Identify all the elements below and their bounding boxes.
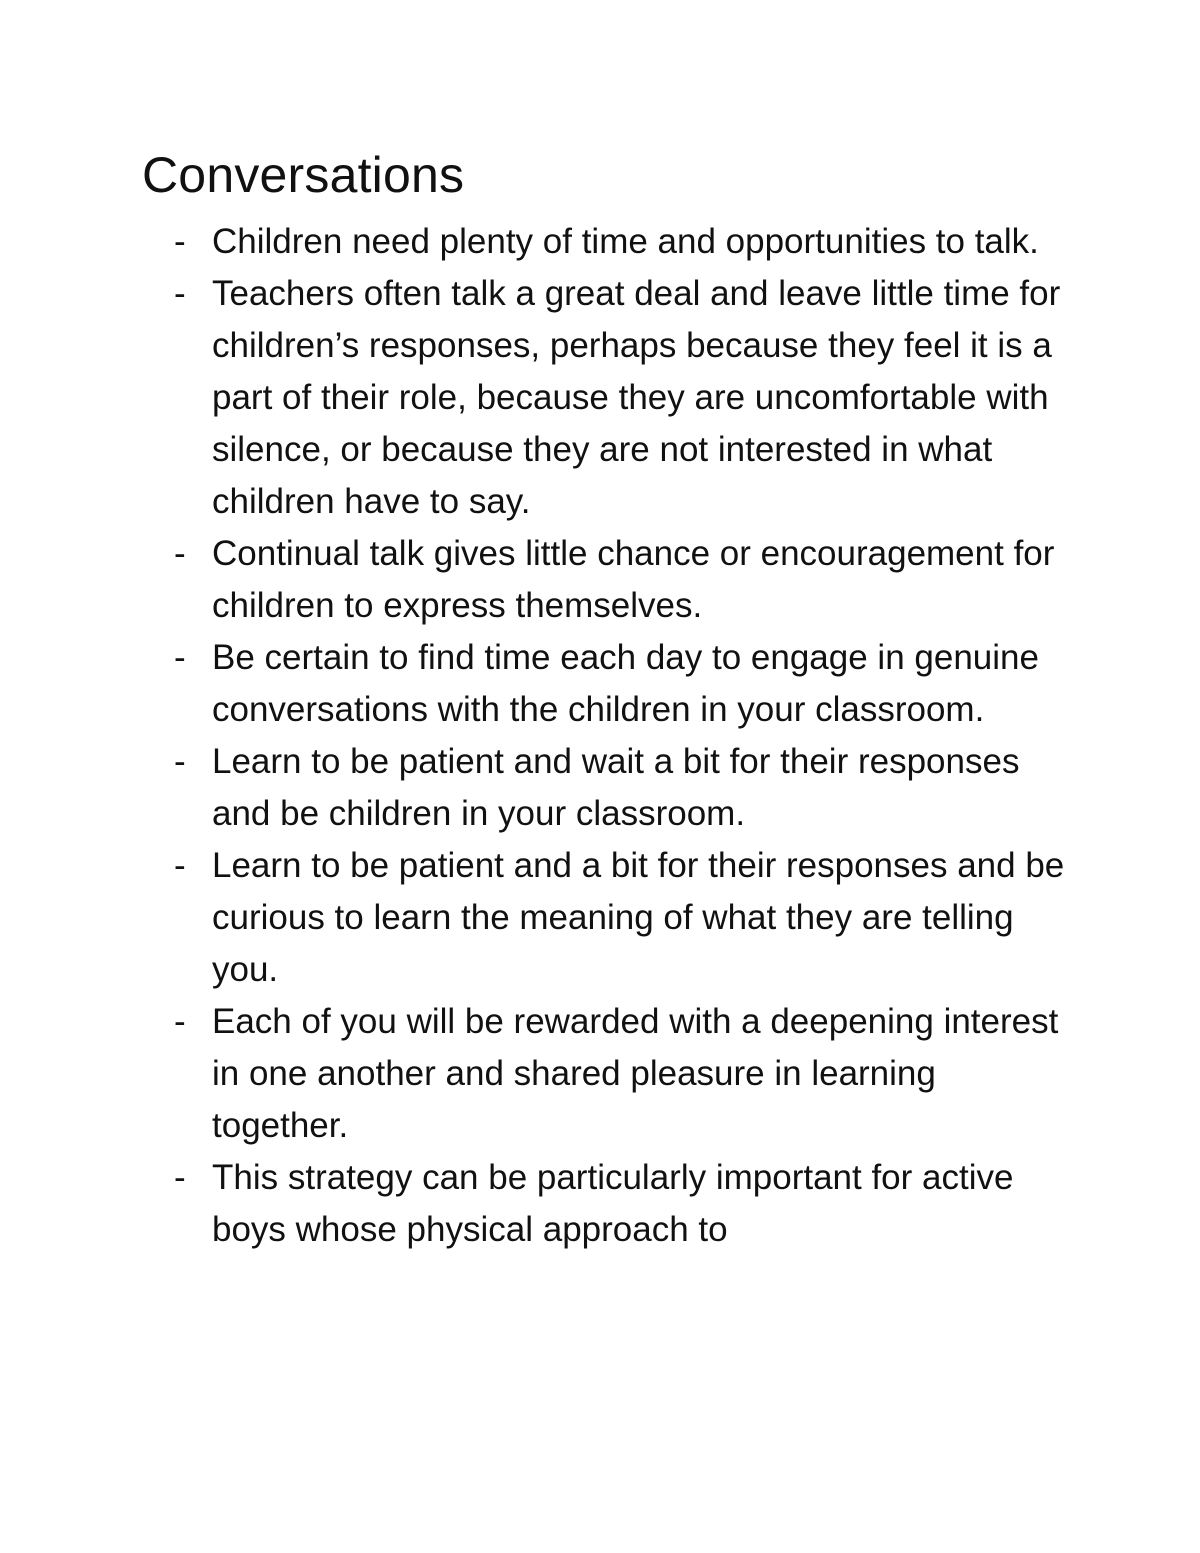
list-item: [172, 840, 1072, 996]
bullet-marker: -: [174, 534, 186, 573]
bullet-text: Each of you will be rewarded with a deepening interest in one another and shared pleasure in learning together.: [212, 1002, 1059, 1145]
list-item: [172, 216, 1072, 268]
page-title: Conversations: [142, 147, 465, 203]
list-item: [172, 632, 1072, 736]
bullet-text: Learn to be patient and wait a bit for their responses and be children in your classroom.: [212, 742, 1020, 833]
list-item: [172, 996, 1072, 1152]
bullet-text: Learn to be patient and a bit for their responses and be curious to learn the meaning of what they are telling you.: [212, 846, 1065, 989]
bullet-marker: -: [174, 1002, 186, 1041]
bullet-marker: -: [174, 1158, 186, 1197]
list-item: [172, 528, 1072, 632]
bullet-text: Continual talk gives little chance or encouragement for children to express themselves.: [212, 534, 1055, 625]
list-item: [172, 736, 1072, 840]
bullet-list: [172, 216, 1072, 1256]
bullet-marker: -: [174, 222, 186, 261]
bullet-text: Children need plenty of time and opportunities to talk.: [212, 222, 1039, 261]
bullet-text: Teachers often talk a great deal and leave little time for children’s responses, perhaps because they feel it is a part of their role, because they are uncomfortable with silence, or because they are not interested in what children have to say.: [212, 274, 1061, 521]
bullet-marker: -: [174, 846, 186, 885]
bullet-marker: -: [174, 274, 186, 313]
list-item: [172, 268, 1072, 528]
bullet-marker: -: [174, 638, 186, 677]
list-item: [172, 1152, 1072, 1256]
bullet-marker: -: [174, 742, 186, 781]
bullet-text: Be certain to find time each day to engage in genuine conversations with the children in your classroom.: [212, 638, 1039, 729]
bullet-text: This strategy can be particularly important for active boys whose physical approach to: [212, 1158, 1014, 1249]
